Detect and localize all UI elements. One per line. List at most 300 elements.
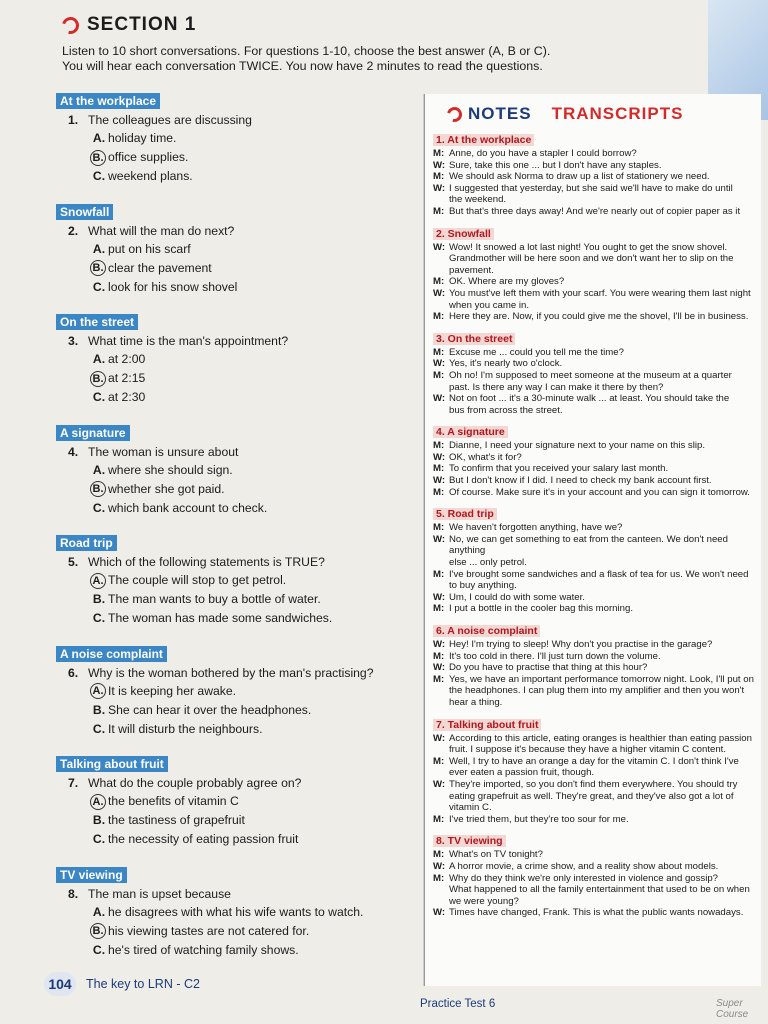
- speaker-label: W:: [433, 475, 446, 487]
- transcript-text: I've brought some sandwiches and a flask of tea for us. We won't need: [449, 568, 749, 580]
- transcript-section: [433, 422, 757, 498]
- answer-option: [90, 499, 412, 518]
- option-letter: B.: [90, 260, 106, 276]
- speaker-label: W:: [433, 533, 446, 545]
- question-group: [56, 203, 412, 314]
- transcript-line: [433, 358, 757, 370]
- option-letter: A.: [90, 683, 106, 699]
- speaker-label: M:: [433, 603, 445, 615]
- transcript-line: [433, 603, 757, 615]
- transcript-text: OK, what's it for?: [449, 451, 522, 463]
- transcript-text: OK. Where are my gloves?: [449, 276, 565, 288]
- transcript-line: [433, 861, 757, 873]
- transcript-text: Hey! I'm trying to sleep! Why don't you practise in the garage?: [449, 639, 713, 650]
- speaker-label: W:: [433, 907, 446, 919]
- speaker-label: M:: [433, 369, 445, 381]
- speaker-label: [433, 405, 449, 417]
- transcript-line: [433, 276, 757, 288]
- question-number: 6.: [68, 665, 79, 680]
- transcript-text: No, we can get something to eat from the canteen. We don't need anything: [449, 533, 728, 557]
- question-text: Which of the following statements is TRUE?: [88, 555, 325, 569]
- option-text: at 2:30: [108, 390, 146, 404]
- speaker-label: W:: [433, 451, 446, 463]
- transcript-text: Why do they think we're only interested in violence and gossip?: [449, 872, 719, 884]
- option-letter: B.: [90, 371, 106, 387]
- speaker-label: [433, 896, 449, 908]
- questions-column: [56, 92, 412, 976]
- answer-option: [90, 792, 412, 811]
- question-stem: [56, 445, 412, 460]
- transcript-line: [433, 697, 757, 709]
- speaker-label: W:: [433, 662, 446, 674]
- question-topic-tag: A noise complaint: [56, 646, 167, 662]
- transcript-line: [433, 534, 757, 557]
- transcript-line: [433, 370, 757, 382]
- answer-option: [90, 480, 412, 499]
- transcript-text: Do you have to practise that thing at this hour?: [449, 662, 648, 674]
- speaker-label: [433, 697, 449, 709]
- option-text: he disagrees with what his wife wants to watch.: [108, 904, 364, 919]
- question-number: 7.: [68, 776, 79, 790]
- transcript-line: [433, 557, 757, 569]
- transcript-text: Yes, it's nearly two o'clock.: [449, 358, 563, 370]
- question-group: [56, 92, 412, 203]
- answer-option: [90, 461, 412, 480]
- transcripts-panel: [424, 94, 761, 986]
- answer-option: [90, 701, 412, 720]
- book-title: The key to LRN - C2: [86, 977, 200, 991]
- speaker-label: [433, 767, 449, 779]
- transcript-line: [433, 311, 757, 323]
- option-letter: B.: [90, 923, 106, 939]
- question-topic-tag: On the street: [56, 314, 138, 330]
- speaker-label: [433, 253, 449, 265]
- question-stem: [56, 555, 412, 570]
- transcript-text: past. Is there any way I can make it there by then?: [449, 381, 664, 393]
- transcript-text: vitamin C.: [449, 802, 492, 814]
- transcript-section: [433, 329, 757, 417]
- section-header: [62, 14, 742, 74]
- section-title: [62, 14, 742, 36]
- transcript-text: We haven't forgotten anything, have we?: [449, 522, 623, 534]
- question-stem: [56, 224, 412, 239]
- transcript-text: Um, I could do with some water.: [449, 591, 585, 603]
- transcript-line: [433, 733, 757, 745]
- transcript-heading: 3. On the street: [433, 333, 515, 345]
- instructions: [62, 44, 742, 74]
- option-text: It is keeping her awake.: [108, 683, 237, 698]
- question-text: The man is upset because: [88, 886, 231, 901]
- question-topic-tag: A signature: [56, 425, 130, 441]
- question-text: What will the man do next?: [88, 223, 235, 238]
- option-letter: C.: [92, 942, 106, 957]
- transcript-line: [433, 452, 757, 464]
- transcript-line: [433, 206, 757, 218]
- transcript-text: You must've left them with your scarf. You were wearing them last night: [449, 287, 751, 299]
- question-options: [90, 792, 412, 849]
- footer-left: [44, 972, 200, 996]
- option-text: She can hear it over the headphones.: [108, 702, 312, 717]
- transcript-text: Grandmother will be here soon and we don't want her to slip on the: [449, 253, 734, 265]
- option-text: which bank account to check.: [108, 500, 268, 515]
- notes-header: [425, 94, 761, 124]
- speaker-label: M:: [433, 872, 445, 884]
- option-letter: A.: [92, 462, 106, 477]
- question-text: What time is the man's appointment?: [88, 334, 289, 348]
- speaker-label: W:: [433, 732, 446, 744]
- transcript-text: eating grapefruit as well. They're great, and they've also got a lot of: [449, 790, 734, 802]
- answer-option: [90, 571, 412, 590]
- option-text: at 2:15: [108, 371, 146, 385]
- question-stem: [56, 666, 412, 681]
- instructions-line-2: You will hear each conversation TWICE. You now have 2 minutes to read the questions.: [62, 59, 543, 73]
- transcript-text: Sure, take this one ... but I don't have any staples.: [449, 159, 662, 171]
- transcript-heading: 1. At the workplace: [433, 134, 534, 146]
- transcript-line: [433, 849, 757, 861]
- question-number: 1.: [68, 113, 79, 127]
- question-number: 3.: [68, 334, 79, 348]
- transcript-line: [433, 253, 757, 265]
- option-text: It will disturb the neighbours.: [108, 721, 263, 736]
- option-letter: C.: [92, 169, 106, 183]
- option-letter: B.: [92, 592, 106, 606]
- question-stem: [56, 113, 412, 128]
- page-number: 104: [44, 972, 76, 996]
- option-text: The man wants to buy a bottle of water.: [108, 592, 321, 606]
- option-letter: C.: [92, 611, 106, 625]
- question-options: [90, 461, 412, 518]
- transcript-text: else ... only petrol.: [449, 557, 527, 569]
- question-text: The woman is unsure about: [88, 444, 239, 459]
- question-topic-tag: TV viewing: [56, 867, 127, 883]
- transcript-line: [433, 475, 757, 487]
- question-number: 2.: [68, 223, 79, 238]
- question-text: Why is the woman bothered by the man's practising?: [88, 665, 374, 680]
- question-topic-tag: Talking about fruit: [56, 756, 168, 772]
- transcript-text: when you came in.: [449, 299, 529, 311]
- transcript-line: [433, 463, 757, 475]
- section-title-text: SECTION 1: [87, 14, 197, 35]
- transcript-text: the weekend.: [449, 194, 507, 206]
- transcript-line: [433, 569, 757, 581]
- transcript-text: hear a thing.: [449, 696, 503, 708]
- speaker-label: W:: [433, 639, 446, 650]
- transcript-section: [433, 715, 757, 826]
- option-letter: A.: [92, 131, 106, 145]
- transcript-heading: 7. Talking about fruit: [433, 719, 541, 731]
- transcript-text: Times have changed, Frank. This is what the public wants nowadays.: [449, 907, 744, 919]
- question-options: [90, 240, 412, 297]
- option-letter: B.: [90, 481, 106, 497]
- answer-option: [90, 609, 412, 628]
- speaker-label: M:: [433, 673, 445, 685]
- option-text: weekend plans.: [108, 169, 193, 183]
- option-letter: B.: [92, 702, 106, 717]
- section-arc-icon: [59, 13, 82, 36]
- answer-option: [90, 259, 412, 278]
- transcript-heading: 8. TV viewing: [433, 835, 506, 847]
- transcript-line: [433, 674, 757, 686]
- answer-option: [90, 903, 412, 922]
- speaker-label: M:: [433, 813, 445, 825]
- option-text: holiday time.: [108, 131, 177, 145]
- transcript-line: [433, 884, 757, 896]
- transcript-line: [433, 171, 757, 183]
- speaker-label: [433, 557, 449, 569]
- transcript-text: Dianne, I need your signature next to your name on this slip.: [449, 440, 705, 452]
- question-text: The colleagues are discussing: [88, 113, 252, 127]
- transcript-text: Here they are. Now, if you could give me the shovel, I'll be in business.: [449, 311, 749, 323]
- speaker-label: [433, 194, 449, 206]
- speaker-label: W:: [433, 241, 446, 253]
- speaker-label: W:: [433, 393, 446, 405]
- transcript-line: [433, 242, 757, 254]
- speaker-label: [433, 580, 449, 592]
- speaker-label: M:: [433, 463, 445, 475]
- transcript-text: fruit. I suppose it's because they have a higher vitamin C content.: [449, 744, 727, 756]
- transcript-line: [433, 685, 757, 697]
- transcript-text: What's on TV tonight?: [449, 849, 543, 861]
- option-text: his viewing tastes are not catered for.: [108, 923, 310, 938]
- transcript-section: [433, 831, 757, 919]
- transcript-heading: 6. A noise complaint: [433, 625, 540, 637]
- transcript-line: [433, 662, 757, 674]
- speaker-label: [433, 685, 449, 697]
- transcript-line: [433, 183, 757, 195]
- transcript-line: [433, 779, 757, 791]
- answer-option: [90, 941, 412, 960]
- speaker-label: W:: [433, 591, 446, 603]
- transcript-text: According to this article, eating oranges is healthier than eating passion: [449, 732, 752, 744]
- transcript-line: [433, 639, 757, 651]
- speaker-label: M:: [433, 205, 445, 217]
- transcript-text: pavement.: [449, 264, 494, 276]
- transcript-line: [433, 194, 757, 206]
- transcript-text: ever eaten a passion fruit, though.: [449, 767, 595, 779]
- transcript-text: bus from across the street.: [449, 404, 563, 416]
- option-text: look for his snow shovel: [108, 279, 238, 294]
- notes-arc-icon: [444, 104, 464, 124]
- transcript-line: [433, 300, 757, 312]
- transcript-text: What happened to all the family entertainment that used to be on when: [449, 884, 750, 896]
- question-options: [90, 682, 412, 739]
- transcript-text: Yes, we have an important performance tomorrow night. Look, I'll put on: [449, 673, 754, 685]
- question-stem: [56, 887, 412, 902]
- speaker-label: [433, 884, 449, 896]
- answer-option: [90, 720, 412, 739]
- answer-option: [90, 388, 412, 407]
- option-text: put on his scarf: [108, 241, 191, 256]
- transcript-line: [433, 382, 757, 394]
- answer-option: [90, 590, 412, 609]
- option-letter: A.: [90, 794, 106, 810]
- option-text: the necessity of eating passion fruit: [108, 832, 299, 846]
- answer-option: [90, 811, 412, 830]
- speaker-label: W:: [433, 182, 446, 194]
- question-topic-tag: Snowfall: [56, 204, 113, 220]
- transcript-line: [433, 802, 757, 814]
- speaker-label: M:: [433, 849, 445, 861]
- transcript-line: [433, 873, 757, 885]
- transcript-text: But I don't know if I did. I need to check my bank account first.: [449, 475, 712, 487]
- footer-test-name: Practice Test 6: [420, 998, 496, 1010]
- transcript-text: the headphones. I can plug them into my amplifier and then you won't: [449, 685, 745, 697]
- answer-option: [90, 922, 412, 941]
- answer-option: [90, 830, 412, 849]
- speaker-label: W:: [433, 159, 446, 171]
- option-text: clear the pavement: [108, 260, 212, 275]
- transcript-text: I suggested that yesterday, but she said we'll have to make do until: [449, 182, 733, 194]
- speaker-label: M:: [433, 311, 445, 323]
- transcripts-label: TRANSCRIPTS: [551, 104, 684, 123]
- option-text: at 2:00: [108, 352, 146, 366]
- transcript-heading: 5. Road trip: [433, 508, 497, 520]
- speaker-label: M:: [433, 522, 445, 534]
- transcript-heading: 4. A signature: [433, 426, 508, 438]
- transcript-text: Not on foot ... it's a 30-minute walk ... at least. You should take the: [449, 393, 730, 405]
- question-number: 8.: [68, 886, 79, 901]
- transcript-section: [433, 224, 757, 323]
- question-options: [90, 571, 412, 628]
- notes-label: NOTES: [468, 104, 532, 123]
- transcript-line: [433, 580, 757, 592]
- transcript-text: It's too cold in there. I'll just turn down the volume.: [449, 650, 661, 662]
- speaker-label: W:: [433, 358, 446, 370]
- option-text: The woman has made some sandwiches.: [108, 611, 333, 625]
- speaker-label: W:: [433, 860, 446, 872]
- option-letter: B.: [92, 813, 106, 827]
- transcript-text: I put a bottle in the cooler bag this morning.: [449, 603, 633, 615]
- option-text: whether she got paid.: [108, 481, 225, 496]
- transcript-line: [433, 907, 757, 919]
- option-letter: C.: [92, 832, 106, 846]
- option-letter: A.: [90, 573, 106, 589]
- transcript-line: [433, 148, 757, 160]
- transcript-text: They're imported, so you don't find them everywhere. You should try: [449, 778, 738, 790]
- transcript-text: we were young?: [449, 895, 519, 907]
- question-group: [56, 755, 412, 866]
- question-topic-tag: Road trip: [56, 535, 117, 551]
- option-text: he's tired of watching family shows.: [108, 942, 299, 957]
- speaker-label: M:: [433, 486, 445, 498]
- speaker-label: M:: [433, 171, 445, 183]
- option-text: where she should sign.: [108, 462, 233, 477]
- transcript-text: Wow! It snowed a lot last night! You ought to get the snow shovel.: [449, 241, 728, 253]
- option-letter: C.: [92, 500, 106, 515]
- transcript-line: [433, 756, 757, 768]
- option-letter: C.: [92, 279, 106, 294]
- speaker-label: [433, 744, 449, 756]
- transcript-line: [433, 265, 757, 277]
- speaker-label: M:: [433, 755, 445, 767]
- transcript-section: [433, 621, 757, 709]
- transcript-line: [433, 405, 757, 417]
- transcript-text: Anne, do you have a stapler I could borrow?: [449, 148, 637, 159]
- question-group: [56, 534, 412, 645]
- answer-option: [90, 129, 412, 148]
- option-letter: C.: [92, 390, 106, 404]
- speaker-label: M:: [433, 276, 445, 288]
- transcript-line: [433, 744, 757, 756]
- question-number: 5.: [68, 555, 79, 569]
- speaker-label: M:: [433, 440, 445, 452]
- transcript-line: [433, 288, 757, 300]
- transcript-line: [433, 791, 757, 803]
- speaker-label: [433, 300, 449, 312]
- transcript-line: [433, 592, 757, 604]
- transcripts-list: [425, 130, 761, 919]
- question-text: What do the couple probably agree on?: [88, 776, 302, 790]
- transcript-text: To confirm that you received your salary last month.: [449, 463, 669, 475]
- transcript-text: to buy anything.: [449, 580, 517, 592]
- transcript-text: Of course. Make sure it's in your account and you can sign it tomorrow.: [449, 486, 750, 498]
- question-options: [90, 350, 412, 407]
- question-options: [90, 129, 412, 186]
- transcript-section: [433, 504, 757, 615]
- transcript-line: [433, 440, 757, 452]
- speaker-label: [433, 802, 449, 814]
- answer-option: [90, 148, 412, 167]
- question-group: [56, 424, 412, 535]
- question-topic-tag: At the workplace: [56, 93, 160, 109]
- answer-option: [90, 350, 412, 369]
- answer-option: [90, 167, 412, 186]
- speaker-label: M:: [433, 568, 445, 580]
- speaker-label: [433, 265, 449, 277]
- question-group: [56, 866, 412, 977]
- question-group: [56, 313, 412, 424]
- option-text: the tastiness of grapefruit: [108, 813, 245, 827]
- option-letter: A.: [92, 352, 106, 366]
- transcript-section: [433, 130, 757, 218]
- transcript-text: A horror movie, a crime show, and a reality show about models.: [449, 860, 719, 872]
- speaker-label: [433, 382, 449, 394]
- speaker-label: M:: [433, 346, 445, 358]
- option-letter: A.: [92, 241, 106, 256]
- transcript-text: I've tried them, but they're too sour for me.: [449, 813, 629, 825]
- transcript-text: Oh no! I'm supposed to meet someone at the museum at a quarter: [449, 369, 732, 381]
- transcript-text: But that's three days away! And we're nearly out of copier paper as it: [449, 205, 741, 217]
- answer-option: [90, 278, 412, 297]
- transcript-text: Excuse me ... could you tell me the time?: [449, 346, 624, 358]
- speaker-label: W:: [433, 287, 446, 299]
- instructions-line-1: Listen to 10 short conversations. For questions 1-10, choose the best answer (A, B or C).: [62, 44, 551, 58]
- transcript-line: [433, 651, 757, 663]
- question-options: [90, 903, 412, 960]
- question-stem: [56, 334, 412, 349]
- speaker-label: [433, 791, 449, 803]
- speaker-label: M:: [433, 650, 445, 662]
- speaker-label: W:: [433, 778, 446, 790]
- option-letter: B.: [90, 150, 106, 166]
- question-group: [56, 645, 412, 756]
- transcript-line: [433, 160, 757, 172]
- transcript-line: [433, 814, 757, 826]
- option-text: the benefits of vitamin C: [108, 794, 239, 808]
- speaker-label: M:: [433, 148, 445, 159]
- answer-option: [90, 682, 412, 701]
- transcript-line: [433, 767, 757, 779]
- footer-publisher: Super Course: [716, 998, 749, 1020]
- transcript-line: [433, 522, 757, 534]
- transcript-line: [433, 896, 757, 908]
- answer-option: [90, 369, 412, 388]
- transcript-text: We should ask Norma to draw up a list of stationery we need.: [449, 171, 710, 183]
- transcript-text: Well, I try to have an orange a day for the vitamin C. I don't think I've: [449, 755, 739, 767]
- option-letter: A.: [92, 904, 106, 919]
- option-letter: C.: [92, 721, 106, 736]
- answer-option: [90, 240, 412, 259]
